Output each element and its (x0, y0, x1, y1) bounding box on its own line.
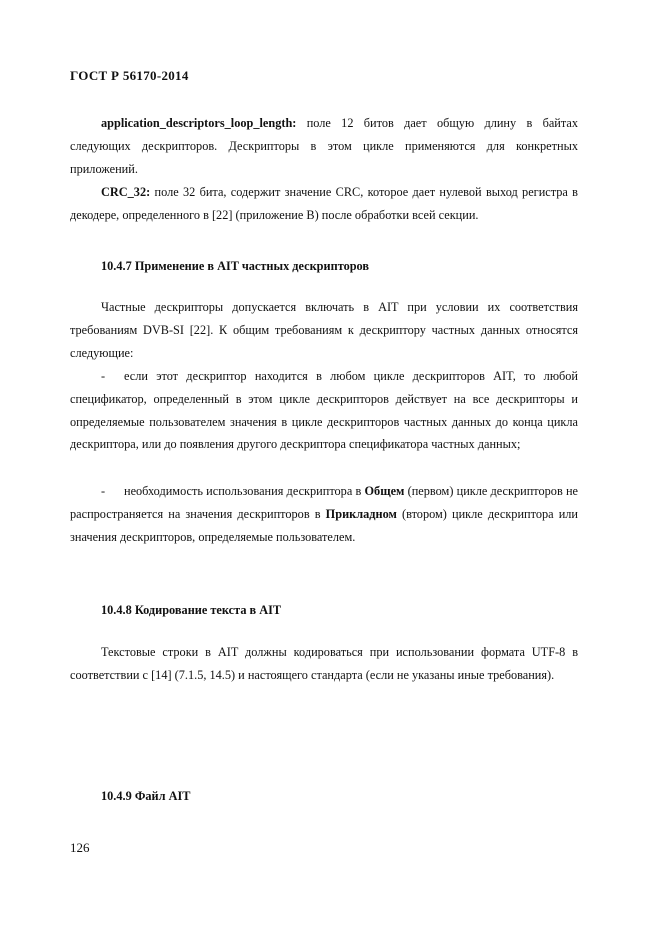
paragraph-crc32 (70, 181, 578, 227)
paragraph-private-descriptors-text: Частные дескрипторы допускается включать в AIT при условии их соответствия требованиям DVB-SI [22]. К общим требованиям к дескриптору частных данных относятся следующие: (70, 300, 578, 360)
section-heading-10-4-9: 10.4.9 Файл AIT (101, 789, 191, 803)
section-heading-10-4-8: 10.4.8 Кодирование текста в AIT (101, 603, 282, 617)
paragraph-crc32-text: поле 32 бита, содержит значение CRC, которое дает нулевой выход регистра в декодере, определенного в [22] (приложение В) после обработки всей секции. (70, 185, 578, 222)
list-item-common-loop-text-b: (первом) цикле дескрипторов не распространяется на значения дескрипторов в (70, 484, 578, 521)
term-common: Общем (364, 484, 405, 498)
paragraph-loop-length-text: поле 12 битов дает общую длину в байтах следующих дескрипторов. Дескрипторы в этом цикле применяются для конкретных приложений. (70, 116, 578, 176)
term-loop-length: application_descriptors_loop_length: (101, 116, 297, 130)
list-item-specifier (70, 365, 578, 456)
list-item-common-loop-text-a: необходимость использования дескриптора в (124, 484, 365, 498)
paragraph-loop-length (70, 112, 578, 180)
term-crc32: CRC_32: (101, 185, 151, 199)
page-number: 126 (70, 840, 90, 855)
paragraph-private-descriptors (70, 296, 578, 364)
term-application: Прикладном (325, 506, 397, 521)
document-header: ГОСТ Р 56170-2014 (70, 68, 189, 83)
list-item-common-loop-text-c: (втором) цикле дескриптора или значения дескрипторов, определяемые пользователем. (70, 506, 578, 544)
list-dash: - (101, 484, 106, 498)
paragraph-text-encoding-text: Текстовые строки в AIT должны кодироваться при использовании формата UTF-8 в соответствии с [14] (7.1.5, 14.5) и настоящего стандарта (если не указаны иные требования). (70, 645, 578, 682)
list-item-specifier-text: если этот дескриптор находится в любом цикле дескрипторов AIT, то любой спецификатор, определенный в этом цикле дескрипторов действует на все дескрипторы и определяемые пользователем значения в цикле дескрипторов частных данных до конца цикла дескриптора, или до появления другого дескриптора спецификатора частных данных; (70, 369, 578, 452)
paragraph-text-encoding (70, 641, 578, 687)
list-item-common-loop (70, 480, 578, 548)
section-heading-10-4-7: 10.4.7 Применение в AIT частных дескрипторов (101, 259, 370, 273)
list-dash: - (101, 369, 106, 383)
